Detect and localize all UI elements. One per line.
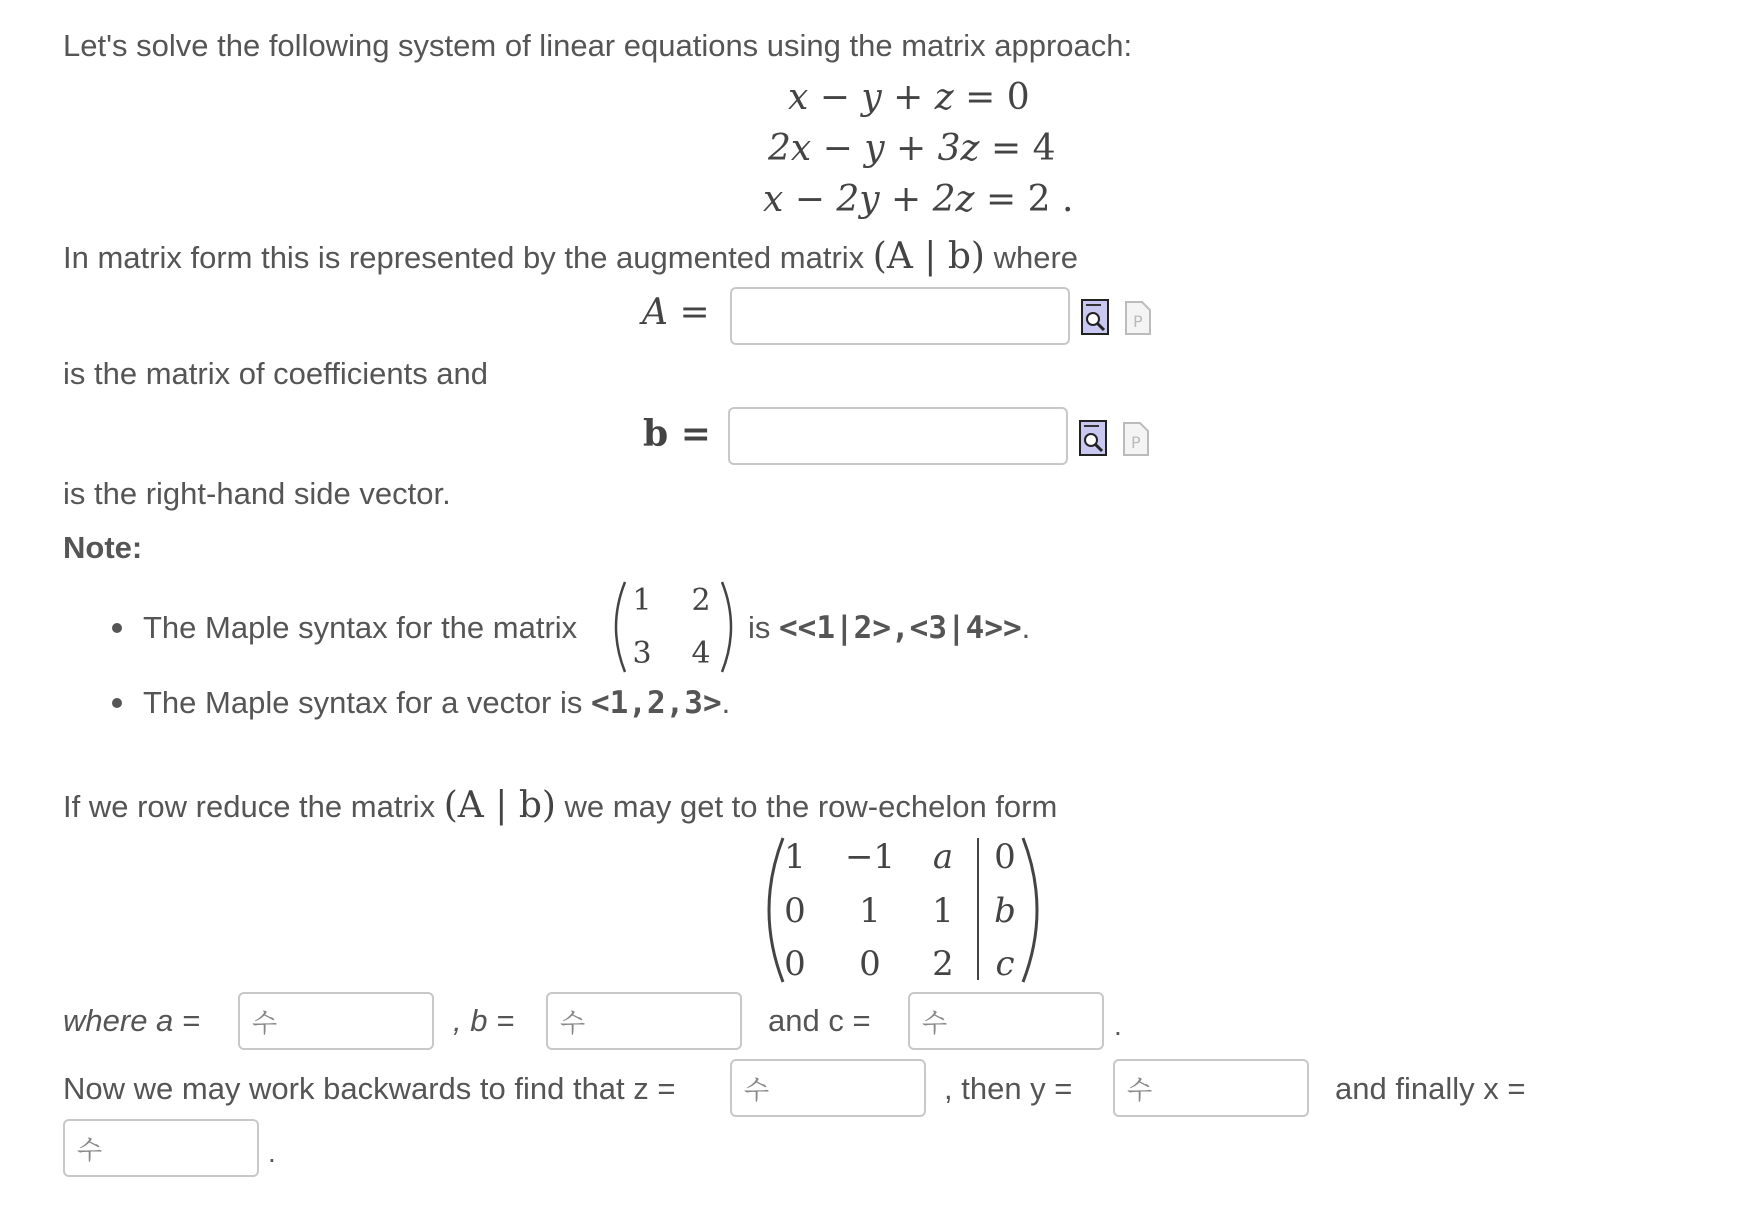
bullet [112,623,122,633]
note2-period: . [721,685,731,720]
echelon-cell: 2 [932,944,954,984]
note1-is: is [748,610,771,645]
bullet [112,698,122,708]
echelon-cell-c: c [995,944,1015,984]
b-vector-input[interactable] [728,407,1068,465]
b-label: b = [643,413,711,455]
z-input[interactable] [730,1059,926,1117]
equation-2-lhs: 2x − y + 3z [768,128,980,169]
right-paren [720,580,742,674]
equation-3-rhs: 2 [1027,179,1051,220]
finally-x-label: and finally x = [1335,1071,1526,1106]
math-input-icon: 수 [252,1007,278,1038]
equation-1: x − y + z = 0 [788,77,1030,118]
row-reduce-line [63,785,1057,826]
row-reduce-after: we may get to the row-echelon form [564,789,1058,824]
note-label: Note: [63,530,143,565]
matrix-form-line [63,236,1078,277]
echelon-cell: 0 [784,891,806,931]
matrix-form-after: where [993,240,1079,275]
where-a-text: where a = [63,1003,201,1038]
preview-icon[interactable] [1081,299,1109,335]
equation-3: x − 2y + 2z = 2 . [763,179,1074,220]
math-input-icon: 수 [1127,1074,1153,1105]
note1-text: The Maple syntax for the matrix [143,610,578,645]
equation-2: 2x − y + 3z = 4 [768,128,1056,169]
y-input[interactable] [1113,1059,1309,1117]
note2-before: The Maple syntax for a vector is [143,685,583,720]
echelon-cell: 0 [784,944,806,984]
note-matrix-cell: 2 [691,583,711,618]
note2-text [143,685,730,721]
work-back-label: Now we may work backwards to find that z = [63,1071,676,1106]
period: . [1114,1010,1122,1041]
equation-1-lhs: x − y + z [788,77,954,118]
equation-2-rhs: 4 [1032,128,1056,169]
and-c-label [768,1003,871,1039]
b-description: is the right-hand side vector. [63,476,451,511]
note1-rest [748,610,1030,646]
equation-3-end: . [1061,179,1074,220]
echelon-right-paren [1021,836,1049,984]
echelon-cell: −1 [844,837,896,877]
math-input-icon: 수 [560,1007,586,1038]
echelon-cell: 1 [784,837,806,877]
note-matrix-cell: 1 [632,583,652,618]
svg-text:P: P [1133,312,1143,331]
and-c-text: and c = [768,1003,871,1038]
svg-text:P: P [1131,433,1141,452]
matrix-form-before: In matrix form this is represented by the augmented matrix [63,240,865,275]
math-input-icon: 수 [744,1074,770,1105]
note1-period: . [1021,610,1031,645]
echelon-cell-b: b [994,891,1016,931]
a-input[interactable] [238,992,434,1050]
equation-3-lhs: x − 2y + 2z [763,179,975,220]
A-description: is the matrix of coefficients and [63,356,489,391]
period: . [268,1137,276,1168]
augmented-matrix-notation: (A | b) [872,236,985,277]
where-a-label [63,1003,200,1039]
A-matrix-input[interactable] [730,287,1070,345]
echelon-cell: 1 [932,891,954,931]
math-input-icon: 수 [77,1134,103,1165]
row-reduce-before: If we row reduce the matrix [63,789,436,824]
echelon-cell: 0 [994,837,1016,877]
echelon-cell-a: a [932,837,954,877]
then-y-label: , then y = [944,1071,1073,1106]
preview-icon[interactable] [1079,420,1107,456]
b-input[interactable] [546,992,742,1050]
note-matrix-cell: 4 [691,636,711,671]
x-input[interactable] [63,1119,259,1177]
augment-divider [977,838,979,980]
augmented-matrix-notation: (A | b) [443,785,556,826]
maple-syntax-icon[interactable] [1123,422,1149,456]
echelon-cell: 0 [859,944,881,984]
equation-1-rhs: 0 [1006,77,1030,118]
note-matrix-cell: 3 [632,636,652,671]
echelon-cell: 1 [859,891,881,931]
intro-text: Let's solve the following system of linear equations using the matrix approach: [63,28,1133,63]
matrix-syntax-code: <<1|2>,<3|4>> [779,610,1022,646]
A-label: A = [642,292,710,333]
math-input-icon: 수 [922,1007,948,1038]
comma-b-label [453,1003,514,1039]
c-input[interactable] [908,992,1104,1050]
maple-syntax-icon[interactable] [1125,301,1151,335]
comma-b-text: , b = [453,1003,515,1038]
vector-syntax-code: <1,2,3> [590,685,722,721]
